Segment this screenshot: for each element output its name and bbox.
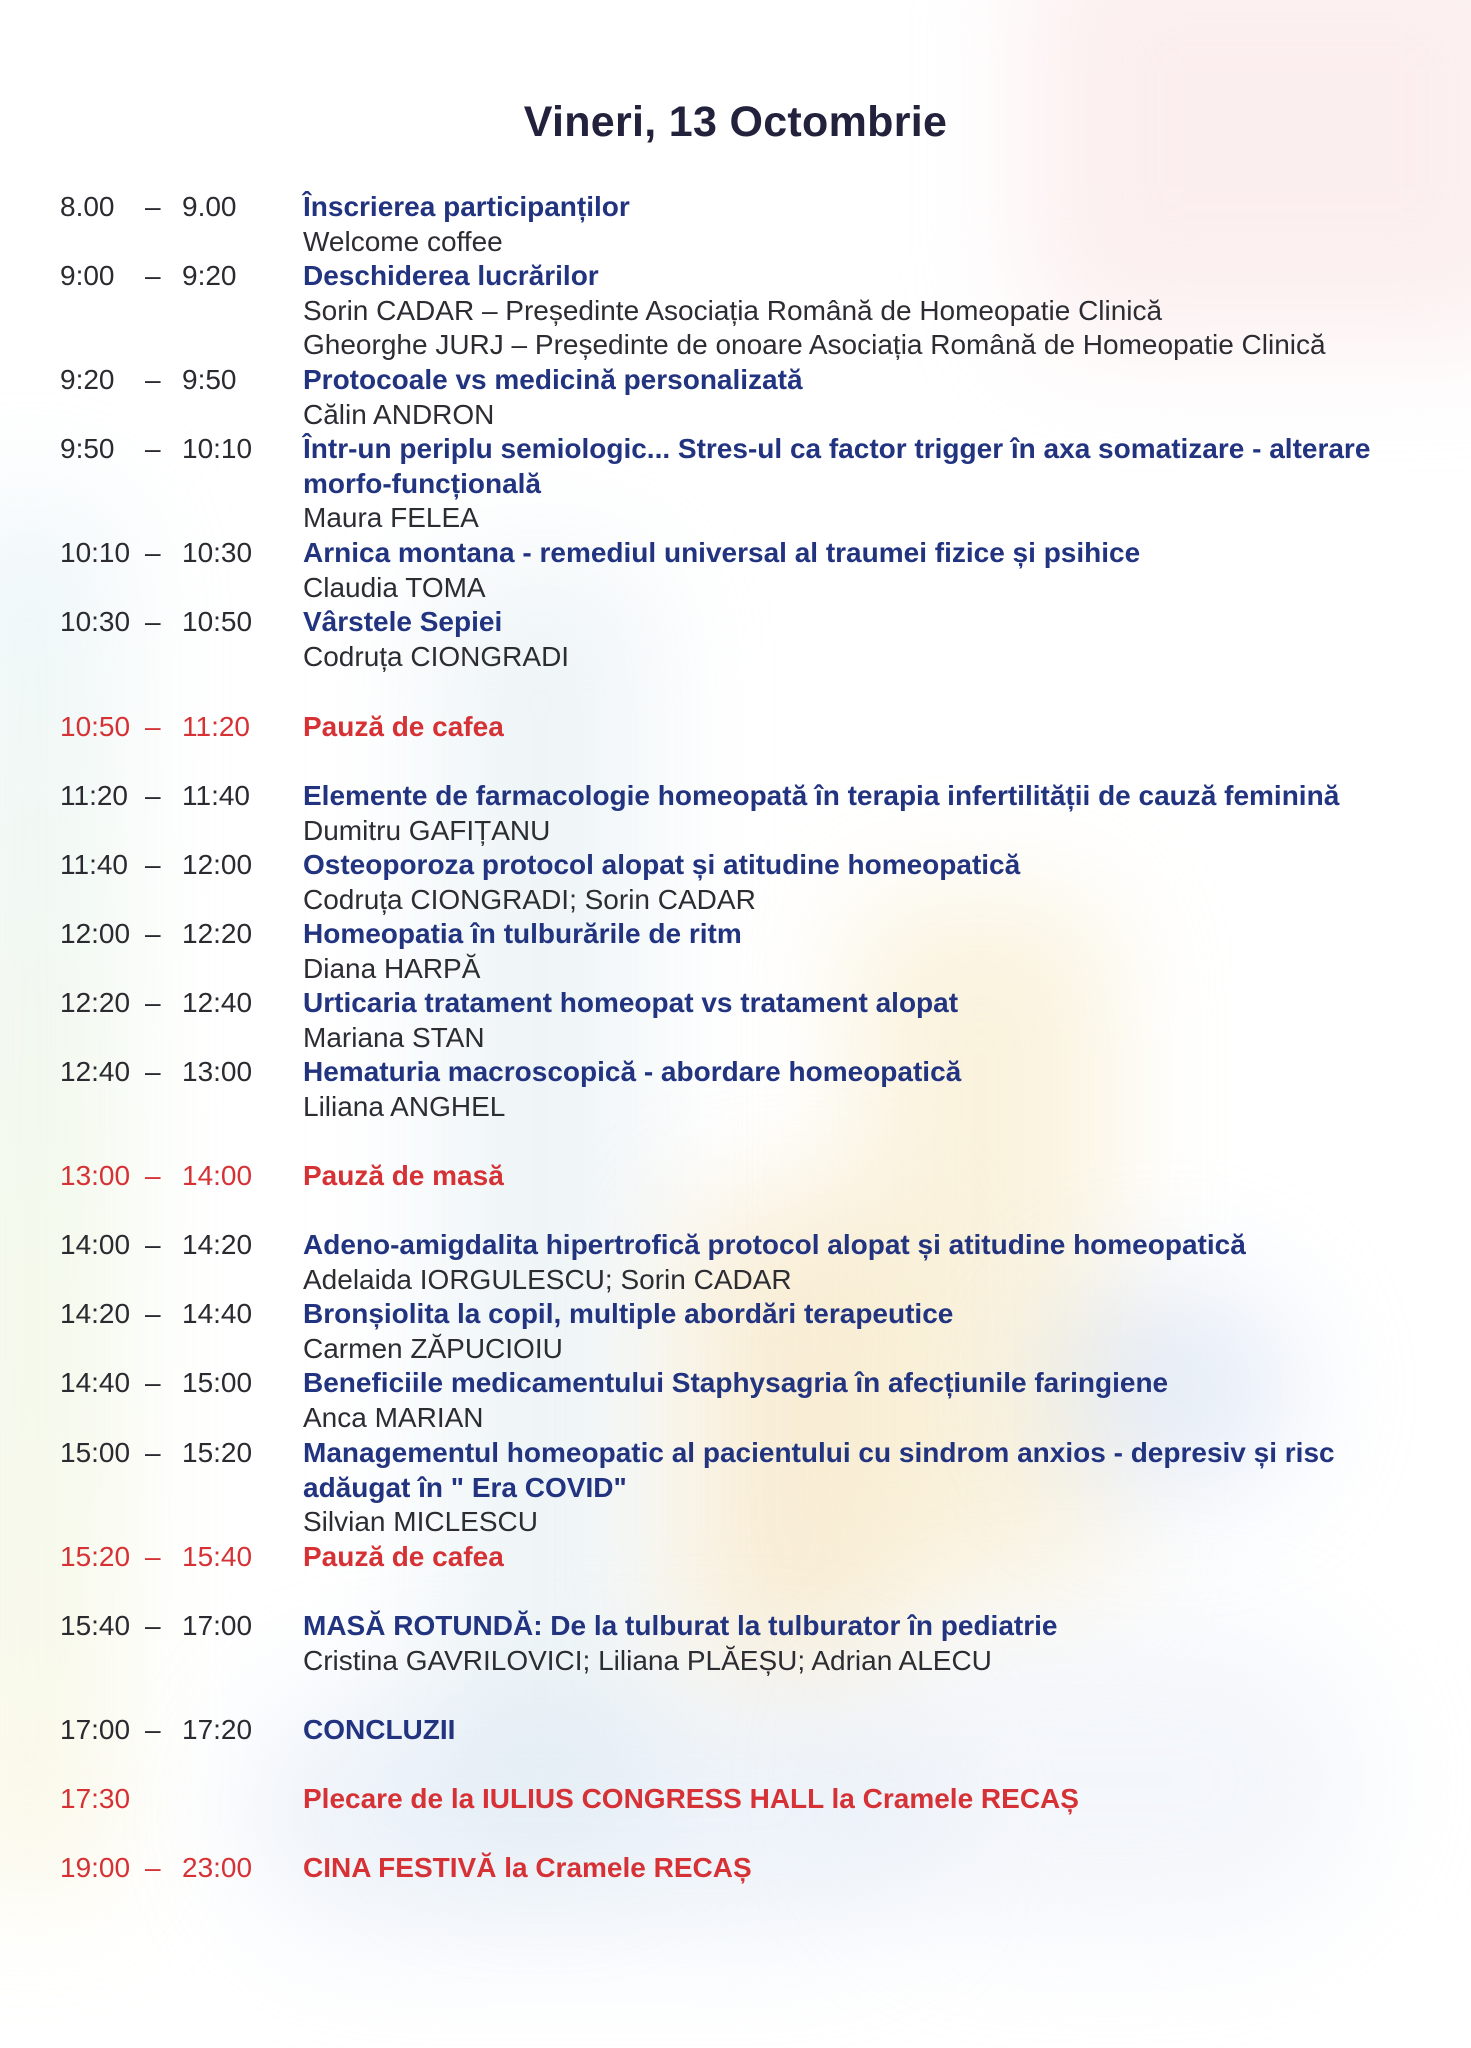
break-title: Pauză de masă — [303, 1160, 504, 1191]
session-title: Protocoale vs medicină personalizată — [303, 364, 803, 395]
end-time: 17:20 — [182, 1714, 253, 1745]
time-dash: – — [145, 606, 161, 637]
session-text — [303, 363, 1423, 432]
schedule-row — [0, 917, 1471, 984]
time-dash: – — [145, 433, 161, 464]
start-time: 15:40 — [60, 1610, 131, 1641]
time-dash: – — [145, 537, 161, 568]
schedule-row — [0, 363, 1471, 430]
break-title: Plecare de la IULIUS CONGRESS HALL la Cramele RECAȘ — [303, 1783, 1079, 1814]
start-time: 17:00 — [60, 1714, 131, 1745]
end-time: 17:00 — [182, 1610, 253, 1641]
schedule-row — [0, 432, 1471, 533]
end-time: 12:40 — [182, 987, 253, 1018]
end-time: 23:00 — [182, 1852, 253, 1883]
session-title: MASĂ ROTUNDĂ: De la tulburat la tulburator în pediatrie — [303, 1610, 1058, 1641]
end-time: 9.00 — [182, 191, 237, 222]
end-time: 10:50 — [182, 606, 253, 637]
speaker-name: Codruța CIONGRADI; Sorin CADAR — [303, 883, 756, 915]
start-time: 19:00 — [60, 1852, 131, 1883]
session-text — [303, 1159, 1423, 1194]
time-dash: – — [145, 849, 161, 880]
time-dash: – — [145, 1367, 161, 1398]
session-text — [303, 605, 1423, 674]
session-text — [303, 1436, 1423, 1540]
schedule-row — [0, 1713, 1471, 1753]
end-time: 12:20 — [182, 918, 253, 949]
session-title: Înscrierea participanților — [303, 191, 630, 222]
time-dash: – — [145, 260, 161, 291]
time-dash: – — [145, 191, 161, 222]
speaker-name: Anca MARIAN — [303, 1401, 484, 1433]
start-time: 11:20 — [60, 780, 128, 811]
break-title: Pauză de cafea — [303, 1541, 504, 1572]
speaker-name: Adelaida IORGULESCU; Sorin CADAR — [303, 1263, 792, 1295]
end-time: 11:20 — [182, 711, 250, 742]
end-time: 14:40 — [182, 1298, 253, 1329]
end-time: 9:20 — [182, 260, 237, 291]
session-title: Managementul homeopatic al pacientului cu sindrom anxios - depresiv și risc adăugat în " Era COVID" — [303, 1437, 1335, 1503]
session-title: Homeopatia în tulburările de ritm — [303, 918, 742, 949]
session-title: Într-un periplu semiologic... Stres-ul ca factor trigger în axa somatizare - alterare morfo-funcțională — [303, 433, 1371, 499]
speaker-name: Mariana STAN — [303, 1021, 485, 1053]
schedule-row — [0, 1540, 1471, 1580]
time-dash: – — [145, 987, 161, 1018]
break-title: Pauză de cafea — [303, 711, 504, 742]
start-time: 12:40 — [60, 1056, 131, 1087]
start-time: 17:30 — [60, 1783, 131, 1814]
start-time: 14:00 — [60, 1229, 131, 1260]
start-time: 9:50 — [60, 433, 115, 464]
schedule-row — [0, 536, 1471, 603]
end-time: 10:10 — [182, 433, 253, 464]
session-text — [303, 1609, 1423, 1678]
start-time: 12:00 — [60, 918, 131, 949]
end-time: 15:20 — [182, 1437, 253, 1468]
end-time: 15:00 — [182, 1367, 253, 1398]
session-text — [303, 986, 1423, 1055]
session-title: Arnica montana - remediul universal al traumei fizice și psihice — [303, 537, 1141, 568]
speaker-name: Cristina GAVRILOVICI; Liliana PLĂEȘU; Adrian ALECU — [303, 1644, 992, 1676]
session-text — [303, 1851, 1423, 1886]
time-dash: – — [145, 711, 161, 742]
start-time: 15:00 — [60, 1437, 131, 1468]
session-title: Urticaria tratament homeopat vs tratament alopat — [303, 987, 959, 1018]
session-title: Vârstele Sepiei — [303, 606, 503, 637]
schedule-row — [0, 1851, 1471, 1891]
speaker-name: Diana HARPĂ — [303, 952, 481, 984]
session-title: Adeno-amigdalita hipertrofică protocol alopat și atitudine homeopatică — [303, 1229, 1246, 1260]
time-dash: – — [145, 1714, 161, 1745]
schedule-row — [0, 1297, 1471, 1364]
session-title: Deschiderea lucrărilor — [303, 260, 599, 291]
schedule-row — [0, 1228, 1471, 1295]
time-dash: – — [145, 1610, 161, 1641]
session-text — [303, 1297, 1423, 1366]
session-title: Beneficiile medicamentului Staphysagria în afecțiunile faringiene — [303, 1367, 1169, 1398]
speaker-name: Silvian MICLESCU — [303, 1506, 538, 1537]
start-time: 14:40 — [60, 1367, 131, 1398]
time-dash: – — [145, 1160, 161, 1191]
speaker-name: Gheorghe JURJ – Președinte de onoare Asociația Română de Homeopatie Clinică — [303, 329, 1326, 360]
time-dash: – — [145, 1056, 161, 1087]
speaker-name: Liliana ANGHEL — [303, 1090, 506, 1122]
schedule-row — [0, 848, 1471, 915]
end-time: 10:30 — [182, 537, 253, 568]
start-time: 11:40 — [60, 849, 128, 880]
start-time: 8.00 — [60, 191, 115, 222]
session-title: Bronșiolita la copil, multiple abordări terapeutice — [303, 1298, 954, 1329]
start-time: 9:00 — [60, 260, 115, 291]
session-text — [303, 710, 1423, 745]
time-dash: – — [145, 1229, 161, 1260]
schedule-row — [0, 1055, 1471, 1122]
start-time: 15:20 — [60, 1541, 131, 1572]
start-time: 13:00 — [60, 1160, 131, 1191]
time-dash: – — [145, 364, 161, 395]
schedule-row — [0, 1436, 1471, 1537]
schedule-row — [0, 259, 1471, 360]
session-text — [303, 1366, 1423, 1435]
speaker-name: Sorin CADAR – Președinte Asociația Română de Homeopatie Clinică — [303, 294, 1163, 326]
end-time: 12:00 — [182, 849, 253, 880]
session-text — [303, 1782, 1423, 1817]
schedule-row — [0, 1609, 1471, 1676]
session-text — [303, 432, 1423, 536]
time-dash: – — [145, 1852, 161, 1883]
session-text — [303, 536, 1423, 605]
time-dash: – — [145, 780, 161, 811]
end-time: 14:00 — [182, 1160, 253, 1191]
end-time: 14:20 — [182, 1229, 253, 1260]
session-text — [303, 848, 1423, 917]
start-time: 12:20 — [60, 987, 131, 1018]
session-title: Osteoporoza protocol alopat și atitudine homeopatică — [303, 849, 1021, 880]
page-title: Vineri, 13 Octombrie — [523, 98, 948, 146]
speaker-name: Carmen ZĂPUCIOIU — [303, 1332, 563, 1364]
session-text — [303, 1713, 1423, 1748]
time-dash: – — [145, 1298, 161, 1329]
schedule-row — [0, 710, 1471, 750]
schedule-row — [0, 190, 1471, 257]
end-time: 9:50 — [182, 364, 237, 395]
start-time: 9:20 — [60, 364, 115, 395]
speaker-name: Călin ANDRON — [303, 398, 495, 430]
speaker-name: Dumitru GAFIȚANU — [303, 814, 551, 846]
end-time: 11:40 — [182, 780, 250, 811]
schedule-row — [0, 779, 1471, 846]
session-text — [303, 1055, 1423, 1124]
session-text — [303, 779, 1423, 848]
end-time: 13:00 — [182, 1056, 253, 1087]
schedule-row — [0, 1366, 1471, 1433]
time-dash: – — [145, 1437, 161, 1468]
schedule-row — [0, 1782, 1471, 1822]
speaker-name: Codruța CIONGRADI — [303, 640, 570, 672]
session-text — [303, 1228, 1423, 1297]
session-title: CONCLUZII — [303, 1714, 456, 1745]
end-time: 15:40 — [182, 1541, 253, 1572]
start-time: 10:30 — [60, 606, 131, 637]
time-dash: – — [145, 1541, 161, 1572]
start-time: 14:20 — [60, 1298, 131, 1329]
speaker-name: Maura FELEA — [303, 502, 479, 533]
session-title: Hematuria macroscopică - abordare homeopatică — [303, 1056, 962, 1087]
break-title: CINA FESTIVĂ la Cramele RECAȘ — [303, 1852, 752, 1883]
speaker-name: Welcome coffee — [303, 225, 503, 257]
session-title: Elemente de farmacologie homeopată în terapia infertilității de cauză feminină — [303, 780, 1340, 811]
schedule-row — [0, 986, 1471, 1053]
start-time: 10:10 — [60, 537, 131, 568]
session-text — [303, 917, 1423, 986]
speaker-name: Claudia TOMA — [303, 571, 486, 603]
schedule-row — [0, 1159, 1471, 1199]
session-text — [303, 1540, 1423, 1575]
start-time: 10:50 — [60, 711, 131, 742]
time-dash: – — [145, 918, 161, 949]
schedule-row — [0, 605, 1471, 672]
session-text — [303, 190, 1423, 259]
session-text — [303, 259, 1423, 363]
